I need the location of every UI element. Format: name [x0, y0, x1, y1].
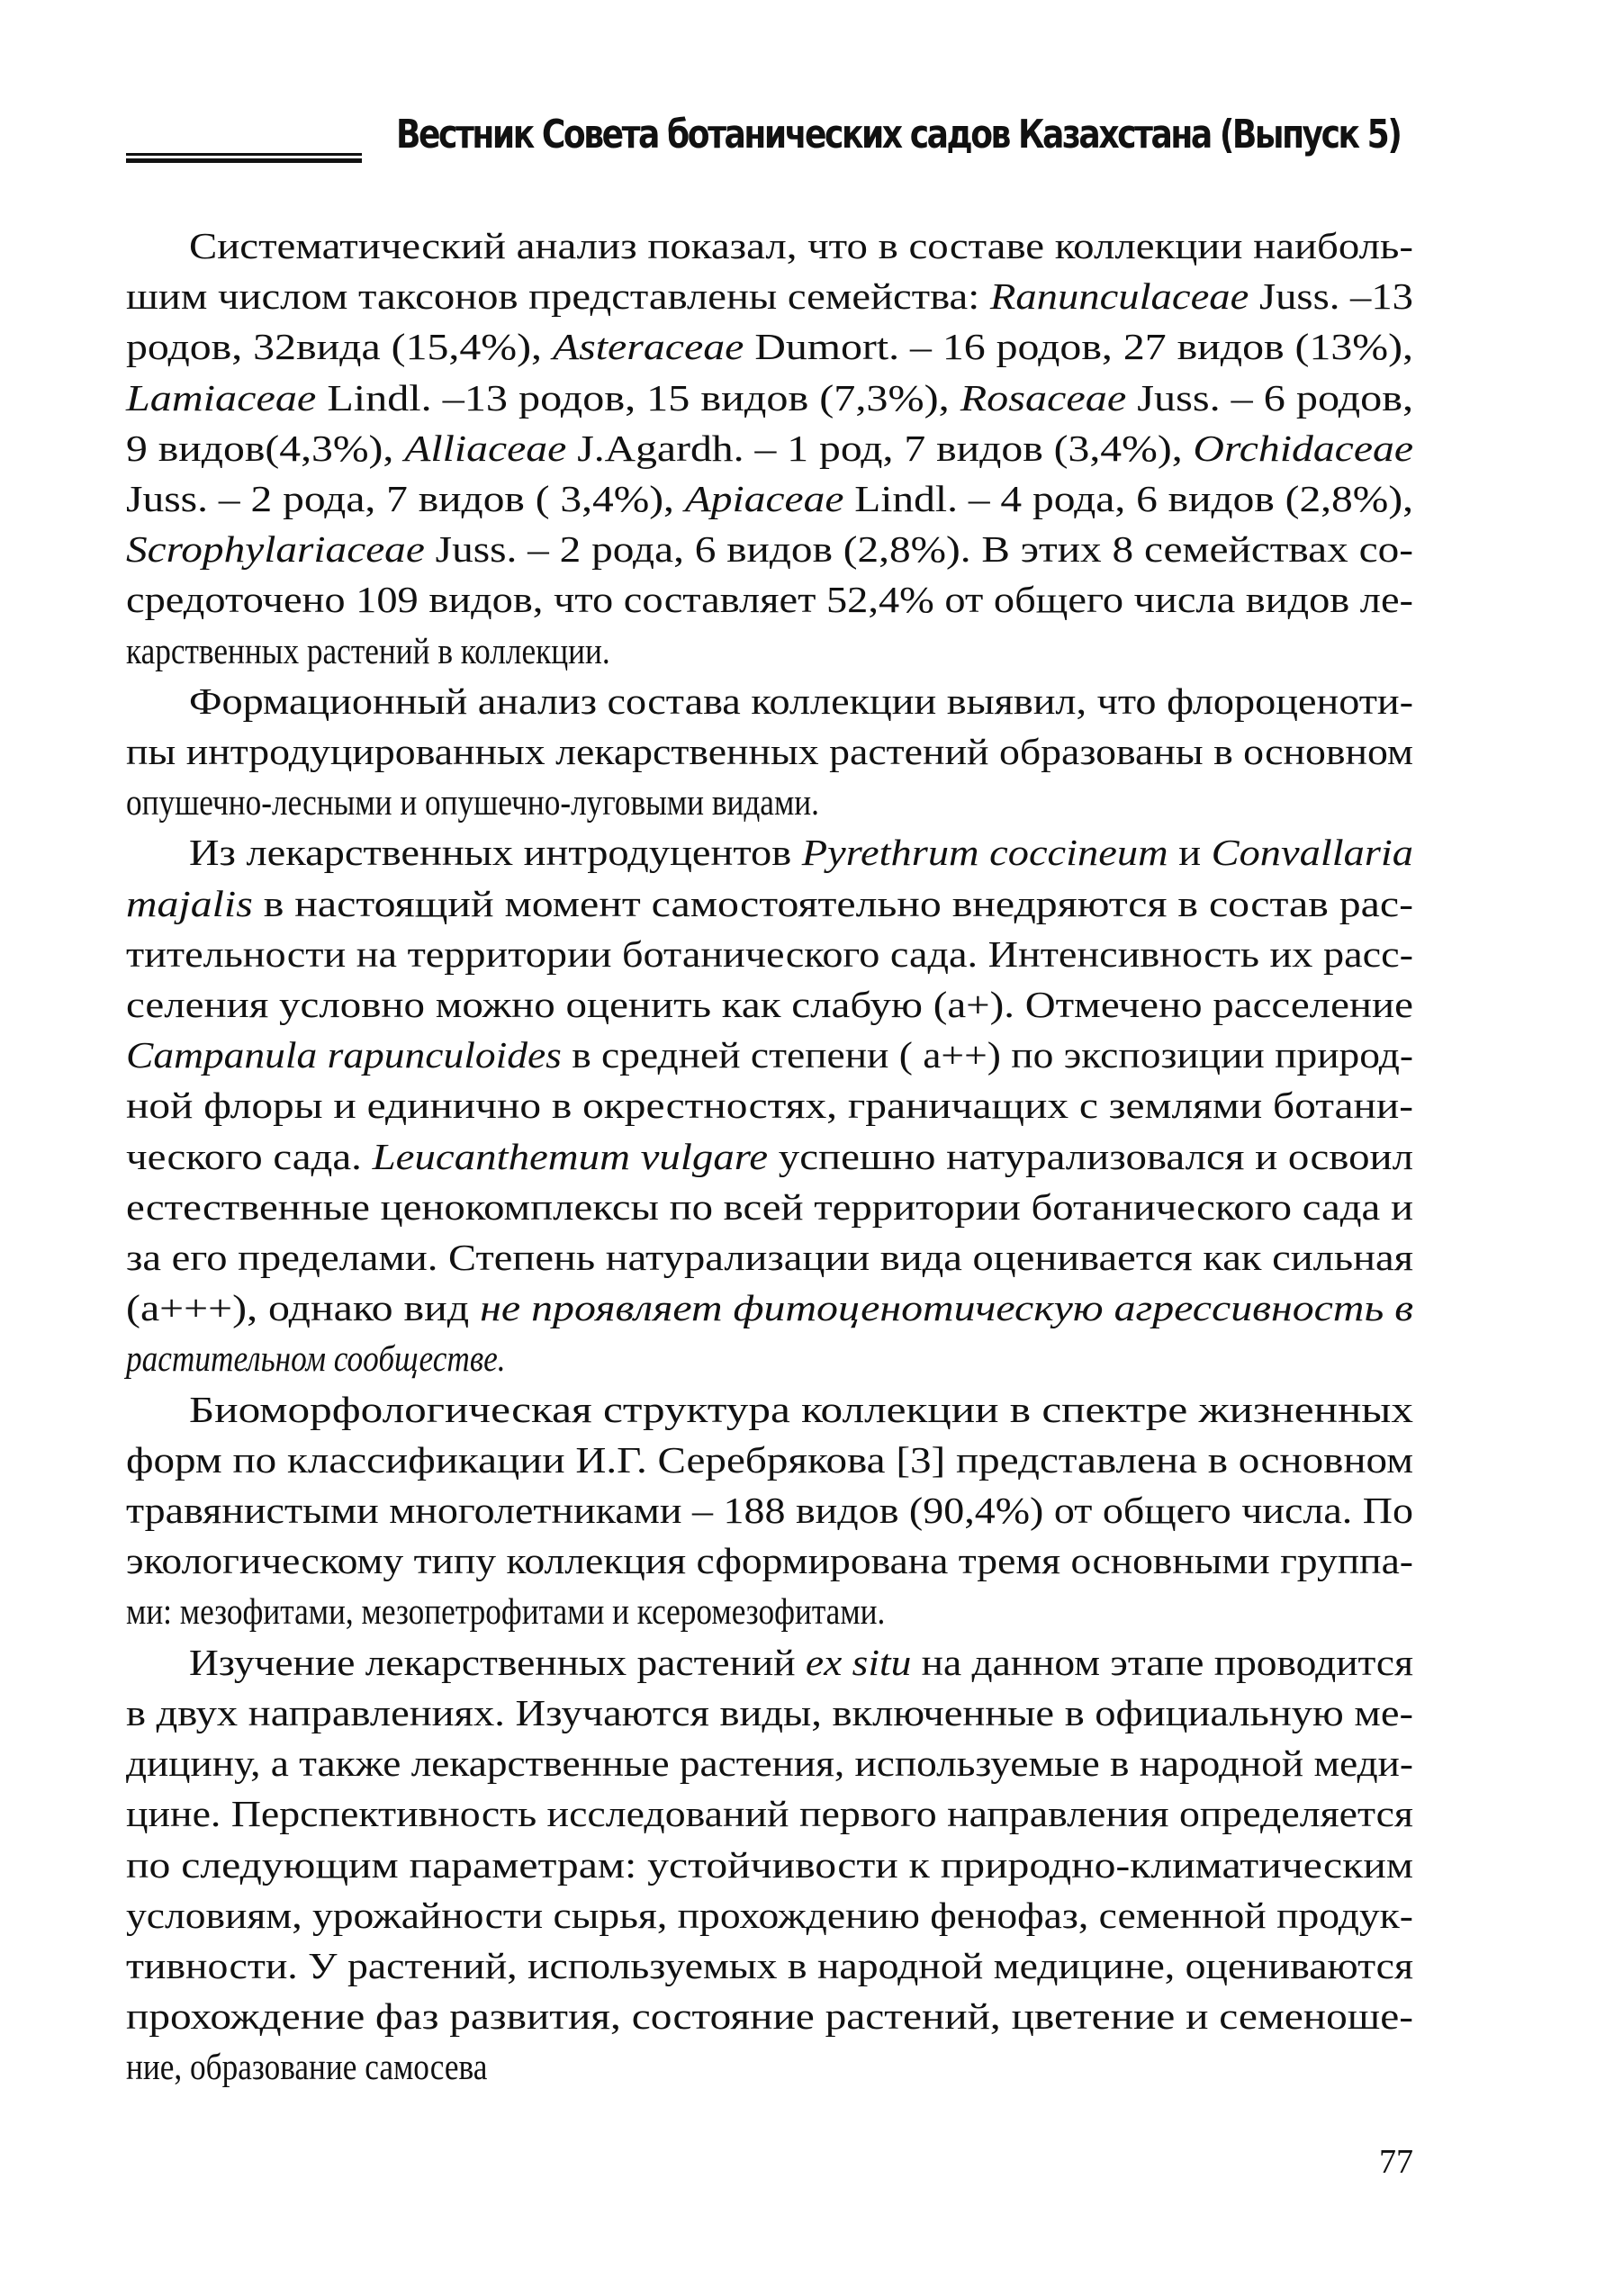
text-line: [126, 979, 1413, 1030]
italic-text-segment: Ranunculaceae: [989, 275, 1249, 318]
italic-text-segment: majalis: [126, 882, 253, 924]
text-line: [126, 1688, 1413, 1738]
text-segment: 9 видов(4,3%),: [126, 427, 405, 469]
text-line: [126, 878, 1413, 929]
text-segment: Систематический анализ показал, что в составе коллекции наиболь-: [189, 225, 1413, 266]
text-segment: прохождение фаз развития, состояние растений, цветение и семеноше-: [126, 1995, 1413, 2038]
italic-text-segment: не проявляет фитоценотическую агрессивность в: [480, 1287, 1414, 1329]
text-segment: Juss. – 2 рода, 6 видов (2,8%). В этих 8 семействах со-: [424, 528, 1414, 571]
text-line: [126, 2041, 1413, 2092]
text-line: [126, 373, 1413, 423]
text-line: [126, 1080, 1413, 1130]
text-line: [126, 1485, 1413, 1535]
text-segment: за его пределами. Степень натурализации вида оценивается как сильная: [126, 1237, 1413, 1279]
text-segment: в настоящий момент самостоятельно внедряются в состав рас-: [252, 882, 1413, 924]
text-line: [126, 827, 1413, 878]
text-line: [126, 1890, 1413, 1940]
italic-text-segment: Leucanthemum vulgare: [372, 1135, 769, 1177]
running-header-title: Вестник Совета ботанических садов Казахстана (Выпуск 5): [396, 112, 1401, 158]
text-line: [126, 524, 1413, 574]
text-line: [126, 1232, 1413, 1283]
italic-text-segment: ex situ: [805, 1641, 912, 1683]
text-segment: на данном этапе проводится: [911, 1641, 1413, 1683]
text-line: [126, 1384, 1413, 1435]
header-rule-thick: [126, 158, 362, 163]
text-segment: условиям, урожайности сырья, прохождению фенофаз, семенной продук-: [126, 1894, 1413, 1936]
italic-text-segment: Apiaceae: [684, 478, 844, 520]
text-segment: Lindl. – 4 рода, 6 видов (2,8%),: [843, 478, 1413, 520]
text-line: [126, 1283, 1413, 1333]
text-segment: по следующим параметрам: устойчивости к природно-климатическим: [126, 1843, 1413, 1886]
paragraph: [126, 1637, 1413, 2093]
text-line: [126, 1637, 1413, 1688]
text-segment: форм по классификации И.Г. Серебрякова [3] представлена в основном: [126, 1438, 1413, 1481]
text-segment: селения условно можно оценить как слабую (a+). Отмечено расселение: [126, 984, 1413, 1026]
text-segment: Lindl. –13 родов, 15 видов (7,3%),: [316, 376, 960, 419]
text-segment: ние, образование самосева: [126, 2046, 488, 2088]
text-segment: и: [1168, 832, 1212, 874]
text-segment: ной флоры и единично в окрестностях, граничащих с землями ботани-: [126, 1085, 1413, 1127]
text-line: [126, 1788, 1413, 1839]
text-segment: опушечно-лесными и опушечно-луговыми видами.: [126, 781, 819, 824]
article-body: [126, 221, 1413, 2093]
text-line: [126, 1991, 1413, 2041]
italic-text-segment: растительном сообществе.: [126, 1337, 506, 1380]
text-line: [126, 1738, 1413, 1788]
text-line: [126, 1586, 1413, 1636]
paragraph: [126, 676, 1413, 828]
text-segment: травянистыми многолетниками – 188 видов (90,4%) от общего числа. По: [126, 1490, 1413, 1532]
text-segment: Juss. – 2 рода, 7 видов ( 3,4%),: [126, 478, 685, 520]
italic-text-segment: Asteraceae: [552, 326, 744, 368]
text-segment: в двух направлениях. Изучаются виды, включенные в официальную ме-: [126, 1691, 1413, 1733]
text-segment: Формационный анализ состава коллекции выявил, что флороценоти-: [189, 680, 1413, 722]
text-segment: Изучение лекарственных растений: [189, 1641, 806, 1683]
italic-text-segment: Orchidaceae: [1193, 427, 1413, 469]
text-segment: в средней степени ( a++) по экспозиции природ-: [561, 1034, 1413, 1076]
text-line: [126, 777, 1413, 827]
italic-text-segment: Convallaria: [1211, 832, 1413, 874]
paragraph: [126, 827, 1413, 1383]
text-line: [126, 1940, 1413, 1991]
text-segment: Dumort. – 16 родов, 27 видов (13%),: [744, 326, 1413, 368]
text-segment: карственных растений в коллекции.: [126, 629, 610, 671]
text-segment: пы интродуцированных лекарственных растений образованы в основном: [126, 731, 1413, 773]
text-segment: средоточено 109 видов, что составляет 52,4% от общего числа видов ле-: [126, 579, 1414, 621]
text-line: [126, 1030, 1413, 1080]
text-segment: J.Agardh. – 1 род, 7 видов (3,4%),: [566, 427, 1194, 469]
text-line: [126, 321, 1413, 372]
text-segment: тительности на территории ботанического сада. Интенсивность их расс-: [126, 932, 1413, 975]
text-line: [126, 271, 1413, 321]
text-segment: Juss. – 6 родов,: [1126, 376, 1413, 419]
text-segment: цине. Перспективность исследований первого направления определяется: [126, 1793, 1413, 1835]
text-line: [126, 676, 1413, 726]
text-line: [126, 1131, 1413, 1182]
text-line: [126, 1333, 1413, 1383]
text-segment: ми: мезофитами, мезопетрофитами и ксеромезофитами.: [126, 1590, 886, 1633]
italic-text-segment: Alliaceae: [404, 427, 567, 469]
italic-text-segment: Pyrethrum coccineum: [801, 832, 1168, 874]
header-rule-thin: [126, 153, 362, 156]
text-segment: ческого сада.: [126, 1135, 373, 1177]
text-segment: успешно натурализовался и освоил: [768, 1135, 1413, 1177]
text-line: [126, 1435, 1413, 1485]
page-number: 77: [1379, 2143, 1413, 2181]
italic-text-segment: Campanula rapunculoides: [126, 1034, 562, 1076]
text-line: [126, 726, 1413, 777]
text-line: [126, 1840, 1413, 1890]
text-segment: дицину, а также лекарственные растения, используемые в народной меди-: [126, 1742, 1413, 1785]
text-segment: Juss. –13: [1249, 275, 1413, 318]
italic-text-segment: Lamiaceae: [126, 376, 317, 419]
text-segment: тивности. У растений, используемых в народной медицине, оцениваются: [126, 1944, 1413, 1986]
text-line: [126, 423, 1413, 473]
paragraph: [126, 1384, 1413, 1637]
text-line: [126, 1535, 1413, 1586]
text-line: [126, 929, 1413, 979]
text-line: [126, 1182, 1413, 1232]
text-segment: естественные ценокомплексы по всей территории ботанического сада и: [126, 1185, 1413, 1228]
text-line: [126, 473, 1413, 524]
text-segment: родов, 32вида (15,4%),: [126, 326, 553, 368]
paragraph: [126, 221, 1413, 676]
italic-text-segment: Scrophylariaceae: [126, 528, 425, 571]
italic-text-segment: Rosaceae: [960, 376, 1127, 419]
text-line: [126, 574, 1413, 625]
text-segment: Биоморфологическая структура коллекции в спектре жизненных: [189, 1388, 1413, 1430]
text-line: [126, 626, 1413, 676]
text-segment: экологическому типу коллекция сформирована тремя основными группа-: [126, 1540, 1413, 1582]
text-segment: Из лекарственных интродуцентов: [189, 832, 802, 874]
text-segment: шим числом таксонов представлены семейства:: [126, 275, 990, 318]
text-segment: (a+++), однако вид: [126, 1287, 481, 1329]
text-line: [126, 221, 1413, 271]
